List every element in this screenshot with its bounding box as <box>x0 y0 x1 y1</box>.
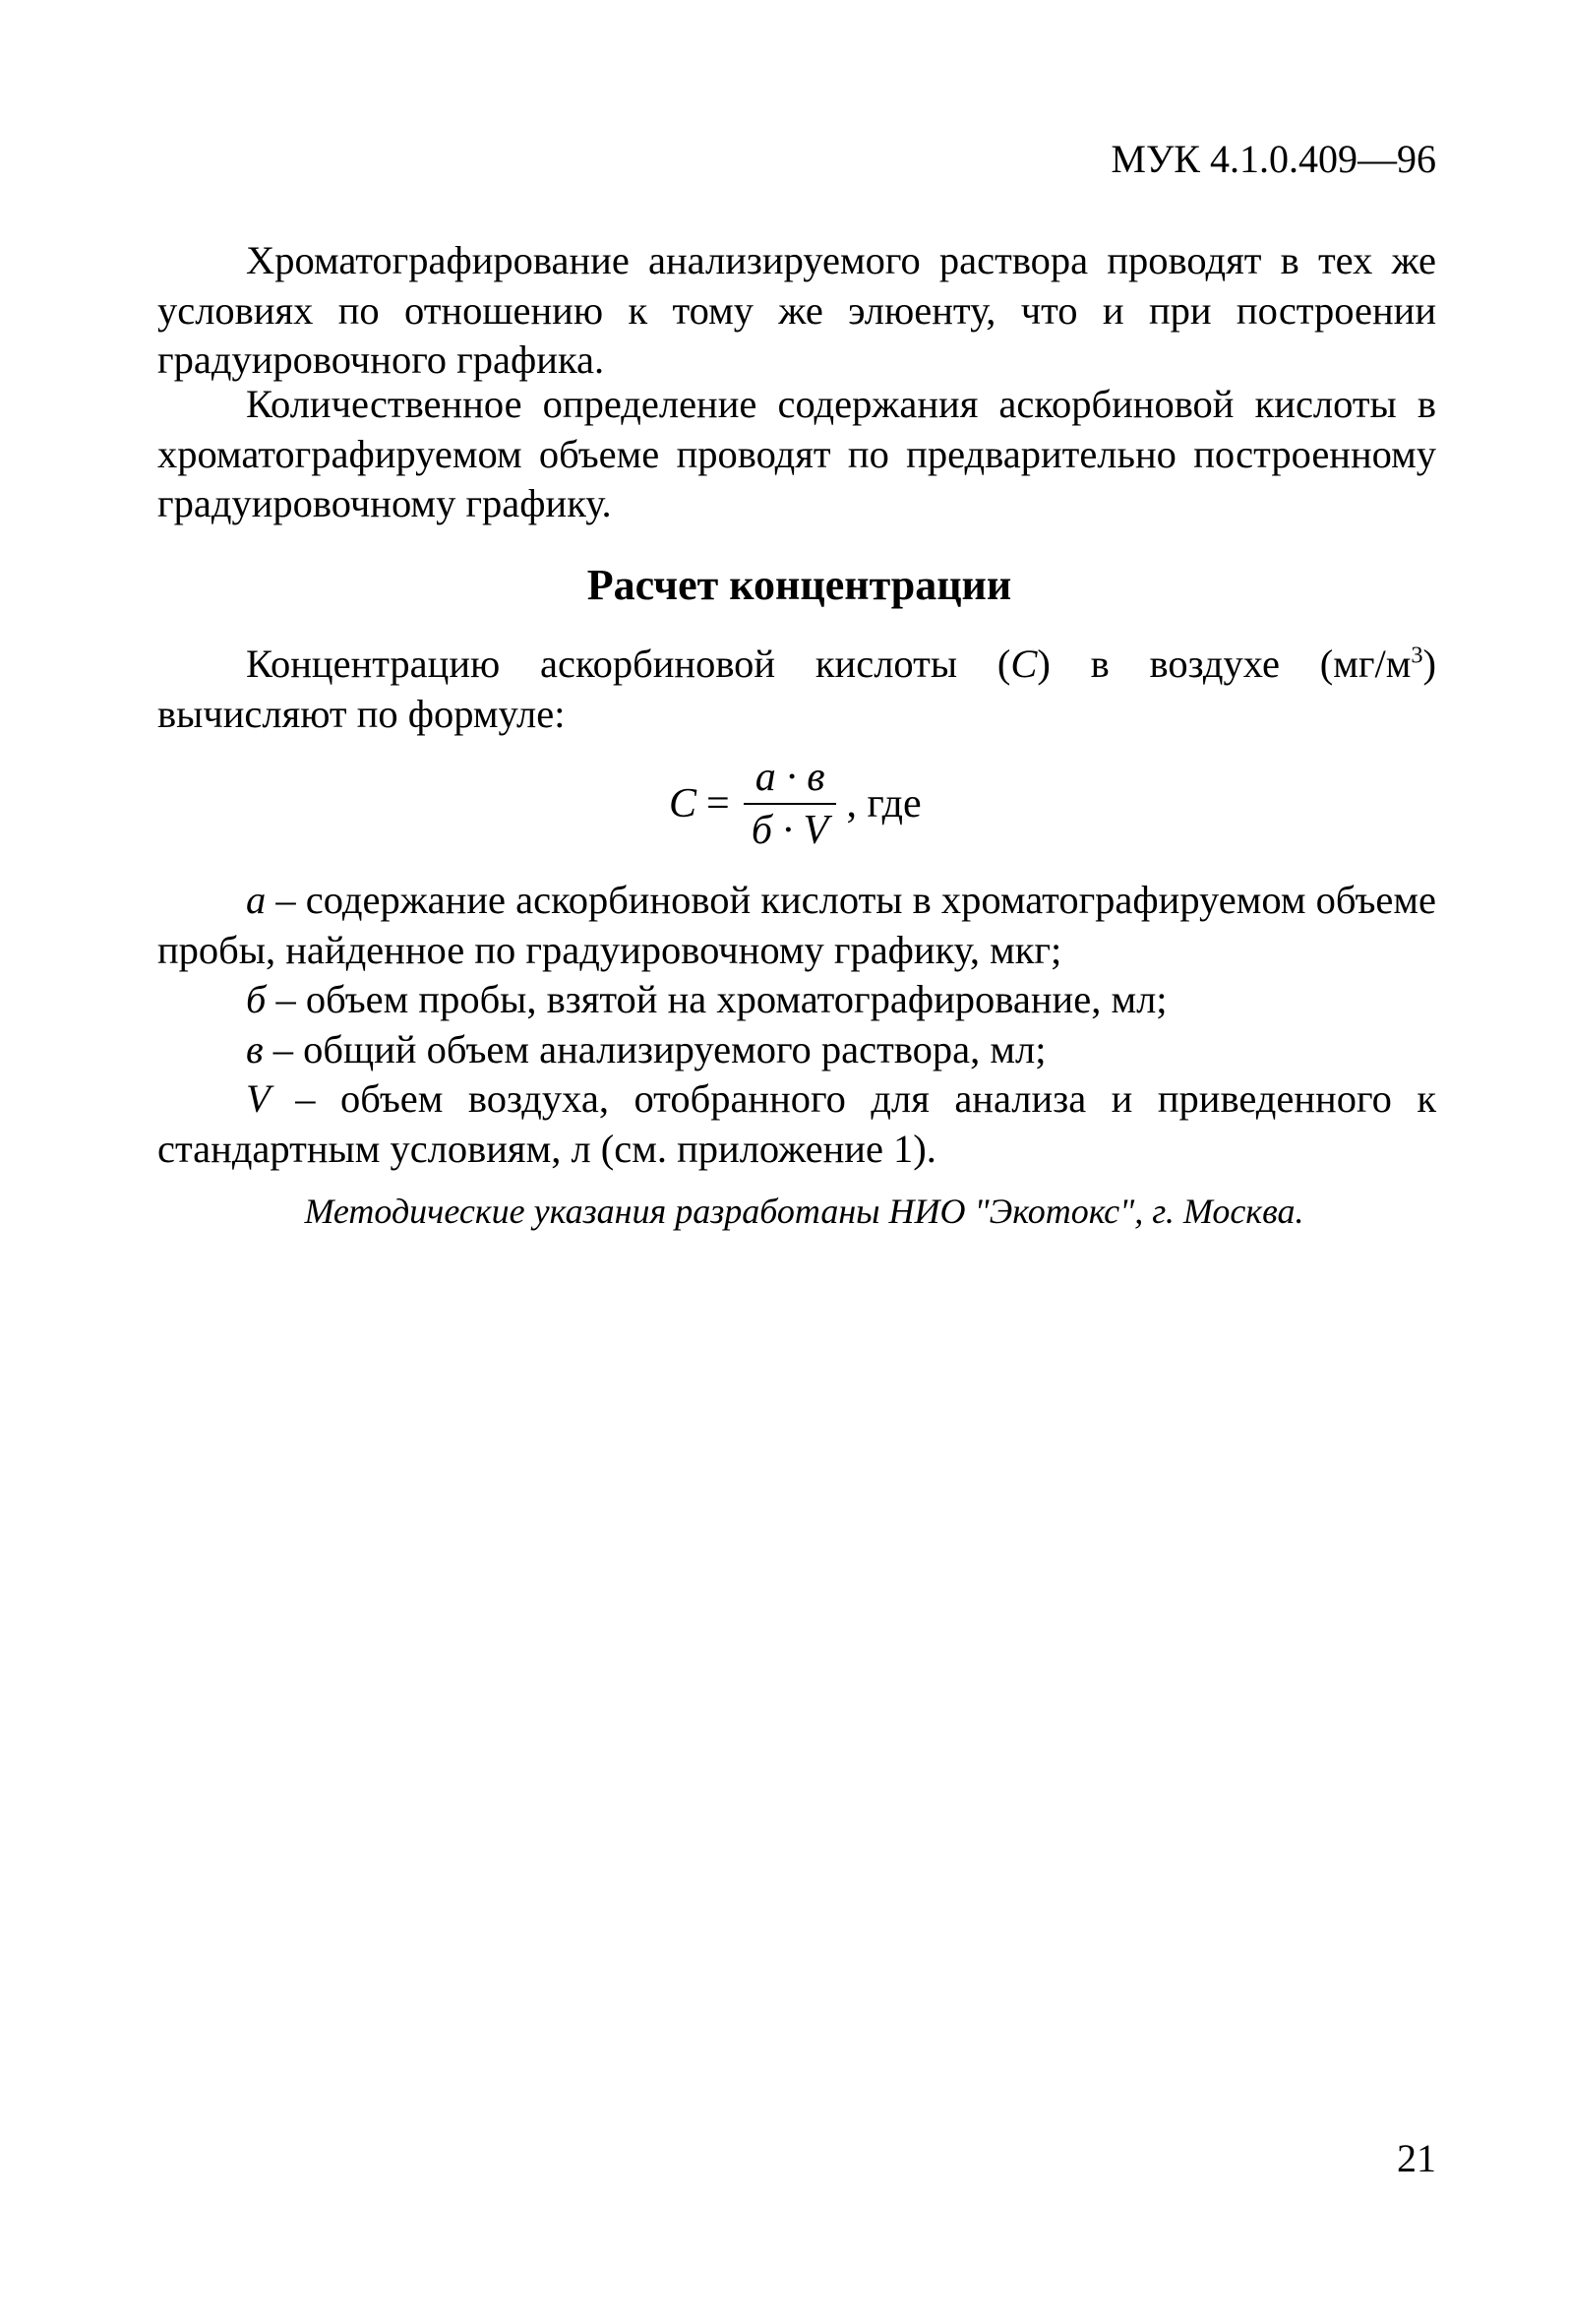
page-number: 21 <box>1397 2136 1436 2180</box>
intro-symbol: C <box>1010 642 1038 686</box>
definition-volume <box>157 1074 1436 1174</box>
definition-b <box>157 975 1436 1025</box>
definition-symbol: V <box>246 1076 271 1121</box>
developer-note: Методические указания разработаны НИО "Экотокс", г. Москва. <box>304 1192 1304 1231</box>
definition-symbol: в <box>246 1026 264 1071</box>
definition-text: – содержание аскорбиновой кислоты в хроматографируемом объеме пробы, найденное по градуировочному графику, мкг; <box>157 878 1436 972</box>
definition-text: – общий объем анализируемого раствора, мл; <box>263 1026 1047 1071</box>
concentration-formula <box>669 756 922 852</box>
definition-text: – объем пробы, взятой на хроматографирование, мл; <box>266 977 1168 1021</box>
definitions-list <box>157 876 1436 1174</box>
intro-text-middle: ) в воздухе (мг/м <box>1037 642 1412 686</box>
paragraph-quantification: Количественное определение содержания аскорбиновой кислоты в хроматографируемом объеме проводят по предварительно построенному градуировочному графику. <box>157 382 1436 525</box>
formula-numerator: a · в <box>744 756 837 805</box>
paragraph-chromatography: Хроматографирование анализируемого раствора проводят в тех же условиях по отношению к тому же элюенту, что и при построении градуировочного графика. <box>157 238 1436 382</box>
document-code: МУК 4.1.0.409—96 <box>1111 137 1436 181</box>
formula-lhs: C <box>669 781 697 826</box>
section-title: Расчет концентрации <box>586 561 1012 609</box>
formula-suffix: , где <box>846 781 922 826</box>
formula-denominator: б · V <box>751 808 829 853</box>
definition-symbol: б <box>246 977 267 1021</box>
definition-a <box>157 876 1436 975</box>
definition-text: – объем воздуха, отобранного для анализа и приведенного к стандартным условиям, л (см. приложение 1). <box>157 1076 1436 1171</box>
intro-text-start: Концентрацию аскорбиновой кислоты ( <box>246 642 1011 686</box>
definition-v <box>157 1025 1436 1075</box>
formula-fraction <box>744 756 837 852</box>
definition-symbol: a <box>246 878 267 922</box>
formula-equals: = <box>706 781 730 826</box>
intro-text-end: ) вычисляют по формуле: <box>157 642 1436 736</box>
paragraph-formula-intro <box>157 640 1436 739</box>
intro-superscript: 3 <box>1411 642 1423 669</box>
